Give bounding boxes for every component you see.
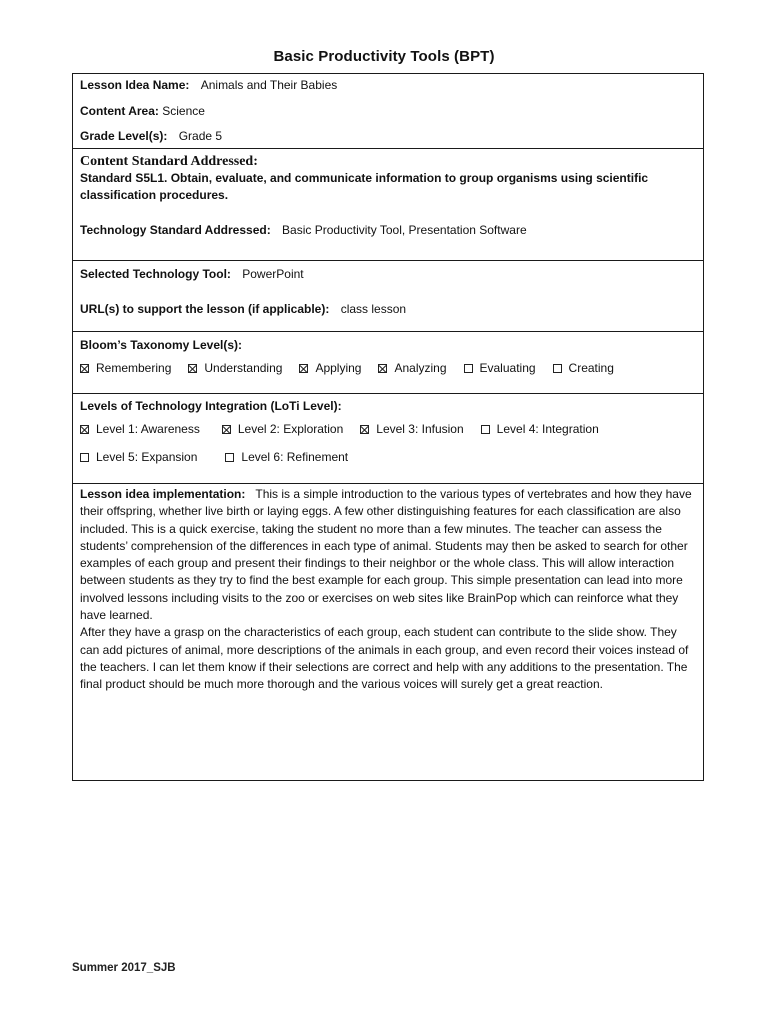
url-value: class lesson (340, 302, 407, 316)
lesson-idea-label: Lesson Idea Name: (80, 78, 190, 92)
implementation-paragraph-2: After they have a grasp on the characteristics of each group, each student can contribute to the slide show. They can add pictures of animal, more descriptions of the animals in each group, and even record their voices instead of the teachers. I can let them know if their selections are correct and help with any additions to the presentation. The final product should be much more thorough and the various voices will surely get a great reaction. (80, 625, 689, 692)
loti-option-level-5[interactable]: Level 5: Expansion (80, 449, 197, 466)
checkbox-icon[interactable] (188, 364, 197, 373)
footer-note: Summer 2017_SJB (72, 962, 176, 974)
loti-heading: Levels of Technology Integration (LoTi Level): (80, 399, 342, 413)
blooms-option-applying[interactable]: Applying (299, 360, 361, 377)
checkbox-icon[interactable] (360, 425, 369, 434)
implementation-text: This is a simple introduction to the various types of vertebrates and how they have their offspring, whether live birth or laying eggs. A few other distinguishing features for each classification are also included. This is a quick exercise, taking the student no more than a few minutes. The teacher can assess the students’ comprehension of the differences in each type of animal. Students may then be asked to search for other examples of each group and present their findings to their neighbor or the whole class. This will allow interaction between students as they try to find the best example for each group. This simple presentation can lead into more involved lessons including visits to the zoo or exercises on web sites like BrainPop which can reinforce what they have learned. (80, 487, 692, 623)
lesson-form-table (72, 73, 704, 781)
blooms-heading: Bloom’s Taxonomy Level(s): (80, 338, 243, 352)
document-title: Basic Productivity Tools (BPT) (273, 48, 495, 65)
content-standard-text: Standard S5L1. Obtain, evaluate, and communicate information to group organisms using scientific classification procedures. (80, 171, 649, 202)
content-standard-heading: Content Standard Addressed: (80, 154, 258, 169)
content-area-label: Content Area: (80, 104, 159, 118)
selected-tool-value: PowerPoint (242, 267, 304, 281)
grade-level-label: Grade Level(s): (80, 129, 168, 143)
technology-tool-section (73, 261, 703, 332)
implementation-label: Lesson idea implementation: (80, 487, 246, 501)
loti-options-row-1 (80, 420, 697, 439)
content-area-row (80, 103, 697, 128)
checkbox-icon[interactable] (299, 364, 308, 373)
implementation-section (73, 484, 703, 780)
loti-option-level-2[interactable]: Level 2: Exploration (222, 421, 343, 438)
blooms-option-evaluating[interactable]: Evaluating (464, 360, 536, 377)
blooms-option-analyzing[interactable]: Analyzing (378, 360, 446, 377)
grade-level-value: Grade 5 (178, 129, 223, 143)
url-label: URL(s) to support the lesson (if applicable): (80, 302, 330, 316)
checkbox-icon[interactable] (553, 364, 562, 373)
lesson-idea-row (80, 77, 697, 103)
blooms-option-understanding[interactable]: Understanding (188, 360, 282, 377)
checkbox-icon[interactable] (464, 364, 473, 373)
content-area-value: Science (162, 104, 205, 118)
lesson-idea-value: Animals and Their Babies (200, 78, 338, 92)
checkbox-icon[interactable] (80, 453, 89, 462)
checkbox-icon[interactable] (80, 364, 89, 373)
loti-section (73, 394, 703, 484)
blooms-option-creating[interactable]: Creating (553, 360, 614, 377)
checkbox-icon[interactable] (378, 364, 387, 373)
tech-standard-row (80, 222, 697, 239)
url-row (80, 301, 697, 318)
checkbox-icon[interactable] (80, 425, 89, 434)
selected-tool-label: Selected Technology Tool: (80, 267, 231, 281)
checkbox-icon[interactable] (225, 453, 234, 462)
lesson-info-section (73, 74, 703, 149)
loti-option-level-1[interactable]: Level 1: Awareness (80, 421, 200, 438)
checkbox-icon[interactable] (481, 425, 490, 434)
loti-option-level-6[interactable]: Level 6: Refinement (225, 449, 348, 466)
loti-option-level-4[interactable]: Level 4: Integration (481, 421, 599, 438)
blooms-option-remembering[interactable]: Remembering (80, 360, 171, 377)
tech-standard-label: Technology Standard Addressed: (80, 223, 271, 237)
tech-standard-value: Basic Productivity Tool, Presentation Software (282, 223, 527, 237)
loti-options-row-2 (80, 448, 697, 466)
loti-option-level-3[interactable]: Level 3: Infusion (360, 421, 463, 438)
selected-tool-row (80, 266, 697, 301)
grade-level-row (80, 128, 697, 145)
standards-section (73, 149, 703, 261)
implementation-paragraph (80, 486, 695, 624)
checkbox-icon[interactable] (222, 425, 231, 434)
blooms-section (73, 332, 703, 394)
blooms-options (80, 359, 697, 377)
